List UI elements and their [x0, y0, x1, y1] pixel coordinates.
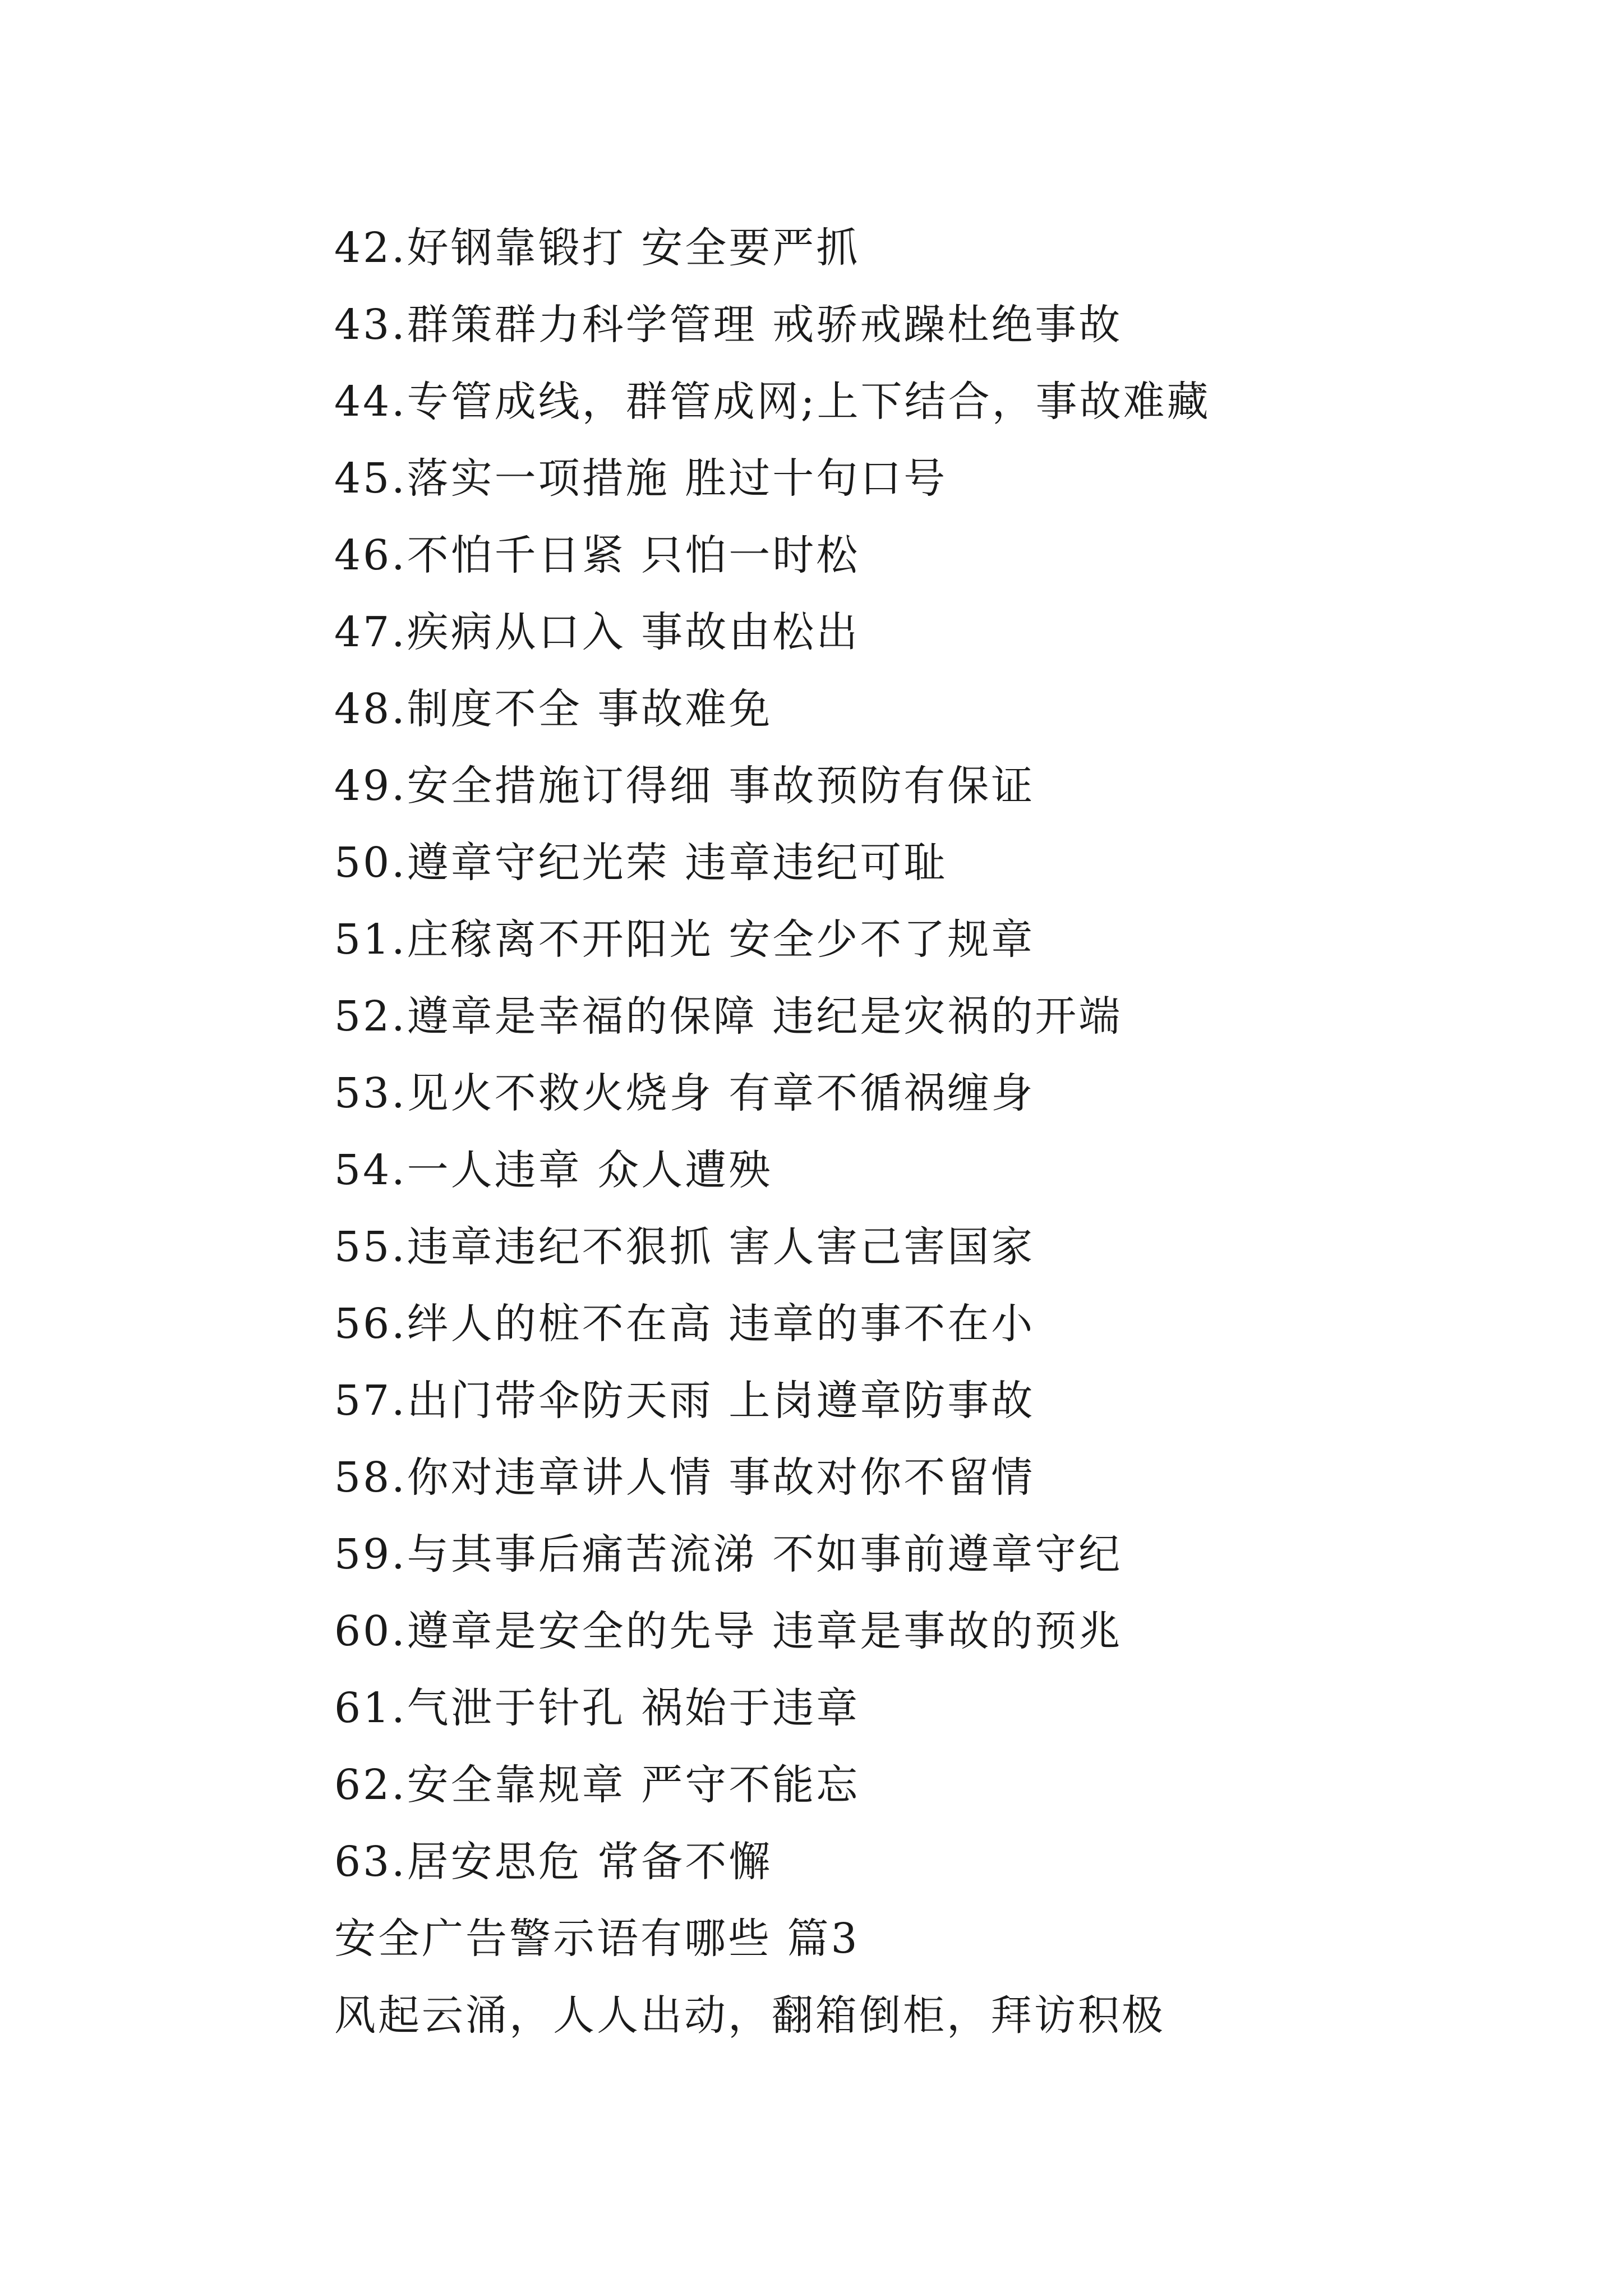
slogan-48: 48.制度不全 事故难免: [334, 685, 773, 733]
section-heading: 安全广告警示语有哪些 篇3: [334, 1915, 860, 1963]
slogan-55: 55.违章违纪不狠抓 害人害己害国家: [334, 1223, 1035, 1271]
slogan-50: 50.遵章守纪光荣 违章违纪可耻: [334, 839, 948, 887]
document-body: [334, 210, 1512, 2054]
slogan-56: 56.绊人的桩不在高 违章的事不在小: [334, 1300, 1035, 1348]
slogan-60: 60.遵章是安全的先导 违章是事故的预兆: [334, 1607, 1123, 1655]
slogan-53: 53.见火不救火烧身 有章不循祸缠身: [334, 1069, 1035, 1117]
slogan-47: 47.疾病从口入 事故由松出: [334, 608, 860, 656]
slogan-44: 44.专管成线，群管成网;上下结合，事故难藏: [334, 378, 1211, 426]
slogan-62: 62.安全靠规章 严守不能忘: [334, 1761, 860, 1809]
slogan-42: 42.好钢靠锻打 安全要严抓: [334, 224, 860, 272]
slogan-43: 43.群策群力科学管理 戒骄戒躁杜绝事故: [334, 301, 1123, 349]
slogan-54: 54.一人违章 众人遭殃: [334, 1146, 773, 1194]
paragraph-line: 风起云涌，人人出动，翻箱倒柜，拜访积极: [334, 1991, 1165, 2040]
slogan-61: 61.气泄于针孔 祸始于违章: [334, 1684, 860, 1732]
slogan-63: 63.居安思危 常备不懈: [334, 1838, 773, 1886]
slogan-49: 49.安全措施订得细 事故预防有保证: [334, 762, 1035, 810]
slogan-59: 59.与其事后痛苦流涕 不如事前遵章守纪: [334, 1530, 1123, 1579]
slogan-45: 45.落实一项措施 胜过十句口号: [334, 454, 948, 503]
slogan-46: 46.不怕千日紧 只怕一时松: [334, 531, 860, 579]
slogan-52: 52.遵章是幸福的保障 违纪是灾祸的开端: [334, 992, 1123, 1041]
slogan-58: 58.你对违章讲人情 事故对你不留情: [334, 1453, 1035, 1502]
slogan-57: 57.出门带伞防天雨 上岗遵章防事故: [334, 1377, 1035, 1425]
slogan-51: 51.庄稼离不开阳光 安全少不了规章: [334, 915, 1035, 964]
